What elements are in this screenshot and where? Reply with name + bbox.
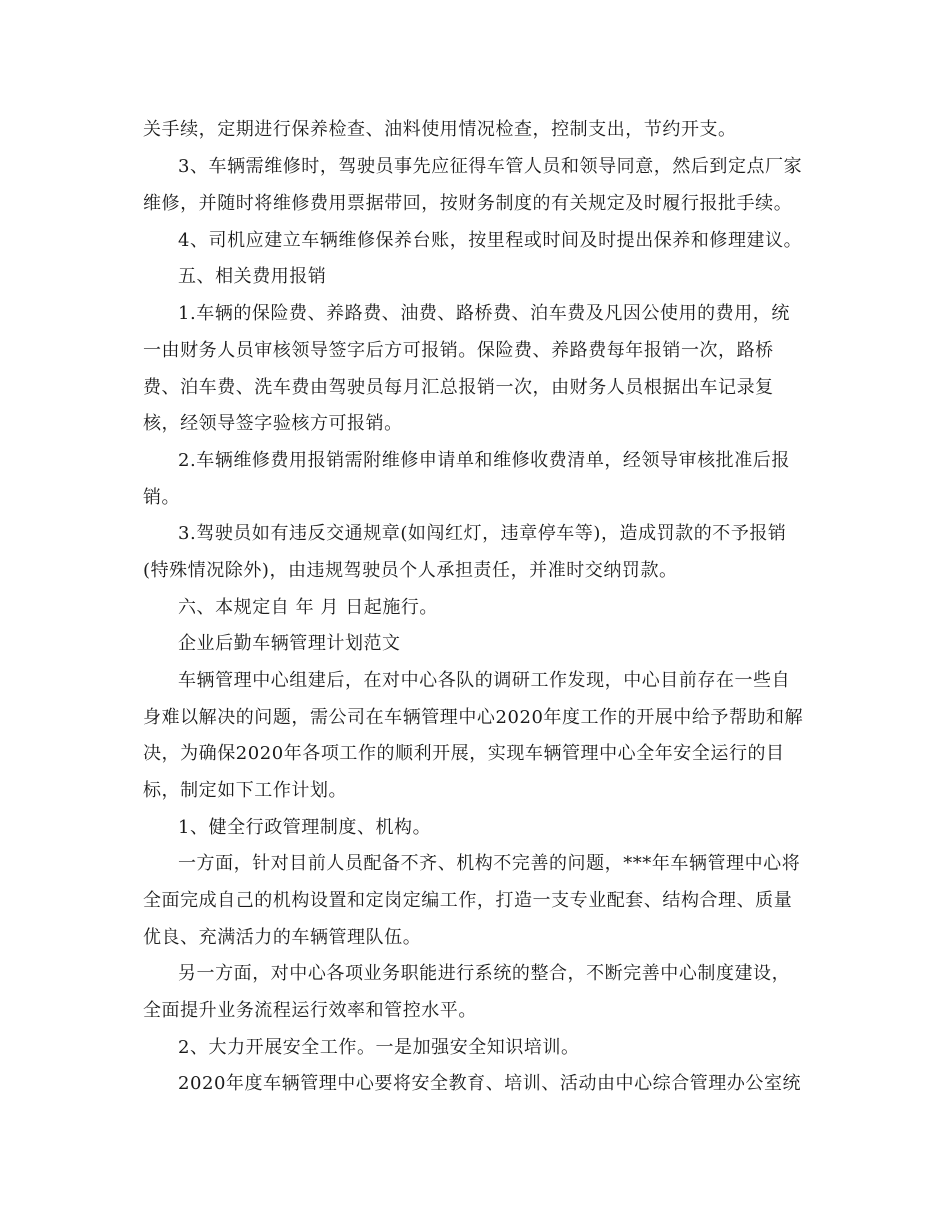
text-line: 标，制定如下工作计划。 bbox=[143, 780, 348, 801]
text-line: 另一方面，对中心各项业务职能进行系统的整合，不断完善中心制度建设， bbox=[178, 963, 791, 984]
text-line: 3.驾驶员如有违反交通规章(如闯红灯，违章停车等)，造成罚款的不予报销 bbox=[178, 523, 787, 544]
text-line: (特殊情况除外)，由违规驾驶员个人承担责任，并准时交纳罚款。 bbox=[143, 560, 678, 581]
text-line: 3、车辆需维修时，驾驶员事先应征得车管人员和领导同意，然后到定点厂家 bbox=[178, 156, 803, 177]
text-line: 销。 bbox=[143, 487, 181, 508]
text-line: 4、司机应建立车辆维修保养台账，按里程或时间及时提出保养和修理建议。 bbox=[178, 230, 803, 251]
section-heading: 2、大力开展安全工作。一是加强安全知识培训。 bbox=[178, 1037, 580, 1058]
text-line: 费、泊车费、洗车费由驾驶员每月汇总报销一次，由财务人员根据出车记录复 bbox=[143, 377, 774, 398]
text-line: 2.车辆维修费用报销需附维修申请单和维修收费清单，经领导审核批准后报 bbox=[178, 450, 790, 471]
text-line: 维修，并随时将维修费用票据带回，按财务制度的有关规定及时履行报批手续。 bbox=[143, 193, 793, 214]
section-heading: 1、健全行政管理制度、机构。 bbox=[178, 817, 432, 838]
section-heading: 六、本规定自 年 月 日起施行。 bbox=[178, 597, 438, 618]
text-line: 一由财务人员审核领导签字后方可报销。保险费、养路费每年报销一次，路桥 bbox=[143, 340, 774, 361]
text-line: 全面完成自己的机构设置和定岗定编工作，打造一支专业配套、结构合理、质量 bbox=[143, 890, 793, 911]
text-line: 身难以解决的问题，需公司在车辆管理中心2020年度工作的开展中给予帮助和解 bbox=[143, 707, 804, 728]
text-line: 决，为确保2020年各项工作的顺利开展，实现车辆管理中心全年安全运行的目 bbox=[143, 743, 785, 764]
text-line: 2020年度车辆管理中心要将安全教育、培训、活动由中心综合管理办公室统 bbox=[178, 1073, 802, 1094]
text-line: 核，经领导签字验核方可报销。 bbox=[143, 413, 403, 434]
document-title: 企业后勤车辆管理计划范文 bbox=[178, 633, 401, 654]
text-line: 1.车辆的保险费、养路费、油费、路桥费、泊车费及凡因公使用的费用，统 bbox=[178, 303, 790, 324]
section-heading: 五、相关费用报销 bbox=[178, 266, 327, 287]
text-line: 全面提升业务流程运行效率和管控水平。 bbox=[143, 1000, 477, 1021]
text-line: 一方面，针对目前人员配备不齐、机构不完善的问题，***年车辆管理中心将 bbox=[178, 853, 801, 874]
text-line: 关手续，定期进行保养检查、油料使用情况检查，控制支出，节约开支。 bbox=[143, 119, 737, 140]
text-line: 车辆管理中心组建后，在对中心各队的调研工作发现，中心目前存在一些自 bbox=[178, 670, 791, 691]
text-line: 优良、充满活力的车辆管理队伍。 bbox=[143, 927, 422, 948]
